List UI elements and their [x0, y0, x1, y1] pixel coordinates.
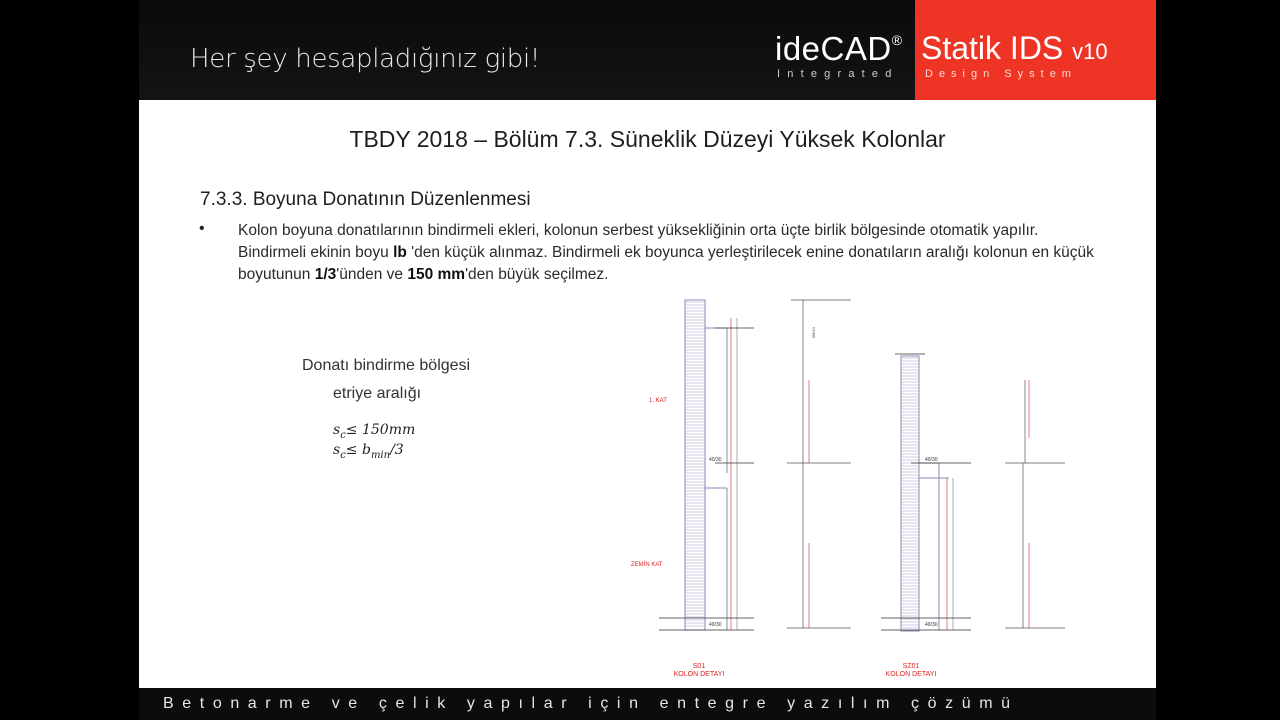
section-mark-4: 40/30	[925, 622, 938, 628]
product-badge	[915, 0, 1156, 100]
ground-floor-label: ZEMİN KAT	[631, 562, 663, 568]
footer-bar	[139, 688, 1156, 720]
slide-title: TBDY 2018 – Bölüm 7.3. Süneklik Düzeyi Yüksek Kolonlar	[349, 126, 946, 152]
column-s01-elevation	[659, 300, 754, 630]
bold-lb: lb	[393, 244, 407, 261]
section-mark-3: 40/30	[925, 457, 938, 463]
brand-logo	[775, 30, 903, 68]
floor1-label: 1. KAT	[649, 398, 667, 404]
stirrup-spacing-label: etriye aralığı	[333, 385, 422, 402]
product-name: Statik IDS v10	[921, 30, 1108, 66]
section-mark-2: 40/30	[709, 622, 722, 628]
bold-150mm: 150 mm	[407, 266, 466, 283]
section-mark-1: 40/30	[709, 457, 722, 463]
column-sz01-elevation	[881, 354, 971, 631]
slide-content	[139, 100, 1156, 688]
registered-mark: ®	[891, 32, 903, 48]
header-bar	[139, 0, 1156, 100]
bold-one-third: 1/3	[314, 266, 337, 283]
tagline-design-system: Design System	[925, 68, 1077, 80]
slogan: Her şey hesapladığınız gibi!	[190, 44, 541, 74]
formula-150mm: $s_c\le 150mm$	[333, 422, 416, 441]
product-version: v10	[1072, 39, 1108, 64]
s01-caption: KOLON DETAYI	[673, 671, 725, 678]
tagline-integrated: Integrated	[777, 68, 899, 80]
s01-id: S01	[692, 663, 706, 670]
s01-bar-schedule	[787, 300, 851, 628]
column-detail-drawing	[619, 288, 1089, 683]
bullet-marker: •	[199, 220, 205, 237]
sz01-id: SZ01	[902, 663, 920, 670]
section-title: 7.3.3. Boyuna Donatının Düzenlenmesi	[200, 189, 531, 210]
footer-tagline: Betonarme ve çelik yapılar için entegre yazılım çözümü	[163, 695, 1019, 712]
dim-text-1: Ø8/10	[811, 327, 816, 338]
formula-bmin: $s_c\le b_{min}/3$	[333, 442, 404, 461]
lap-zone-label: Donatı bindirme bölgesi	[302, 357, 471, 374]
brand-name: ideCAD	[775, 30, 892, 67]
sz01-bar-schedule	[1005, 380, 1065, 628]
bullet-paragraph: Kolon boyuna donatılarının bindirmeli ekleri, kolonun serbest yüksekliğinin orta üçte birlik bölgesinde otomatik yapılır. Bindirmeli ekinin boyu lb 'den küçük alınmaz. Bindirmeli ek boyunca yerleştirilecek enine donatıların aralığı kolonun en küçük boyutunun 1/3'ünden ve 150 mm'den büyük seçilmez.	[238, 222, 1094, 283]
sz01-caption: KOLON DETAYI	[885, 671, 937, 678]
